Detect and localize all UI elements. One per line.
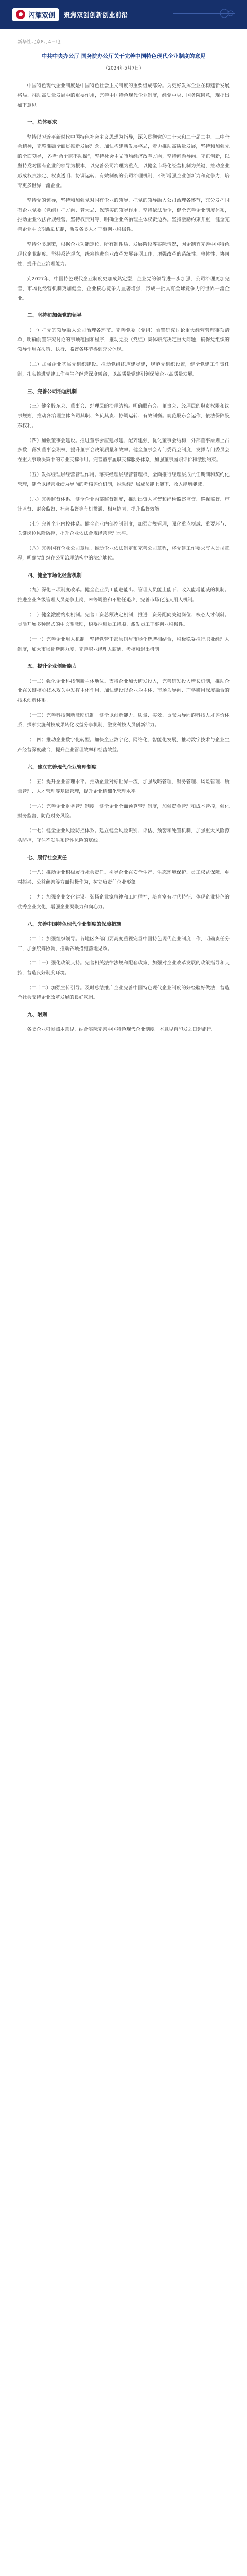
paragraph: （八）完善国有企业公司章程。推动企业依法制定和完善公司章程，将党建工作要求写入公司章程，明确党组织在公司治理结构中的法定地位。 xyxy=(17,546,230,562)
paragraph: （三）健全股东会、董事会、经理层的治理结构。明确股东会、董事会、经理层的职责权限和议事规则，推动各治理主体各司其职、各负其责、协调运转、有效制衡。规范股东会运作，依法保障股东权利。 xyxy=(17,403,230,429)
paragraph: （十四）推动企业数字化转型。加快企业数字化、网络化、智能化发展，推动数字技术与企业生产经营深度融合，提升企业管理效率和经营效益。 xyxy=(17,737,230,753)
paragraph: （二十）加强组织领导。各地区各部门要高度重视完善中国特色现代企业制度工作，明确责任分工，加强统筹协调，推动各项措施落地见效。 xyxy=(17,936,230,952)
paragraph: （十七）健全企业风险防控体系。建立健全风险识别、评估、预警和处置机制，加强重大风险源头防控，守住不发生系统性风险的底线。 xyxy=(17,828,230,844)
paragraph: （二）加强企业基层党组织建设。推动党组织应建尽建，规范党组织设置，健全党建工作责任制，扎实推进党建工作与生产经营深度融合，以高质量党建引领保障企业高质量发展。 xyxy=(17,362,230,377)
paragraph: （二十一）强化政策支持。完善相关法律法规和配套政策，加强对企业改革发展的政策指导和支持，营造良好制度环境。 xyxy=(17,960,230,976)
document-body xyxy=(17,81,230,1035)
brand-logo[interactable] xyxy=(12,8,59,21)
paragraph: （十）健全激励约束机制。完善工资总额决定机制，推进工资分配向关键岗位、核心人才倾斜。灵活开展多种形式的中长期激励，稳妥推进员工持股，激发员工干事创业积极性。 xyxy=(17,612,230,628)
paragraph: （二十二）加强宣传引导。及时总结推广企业完善中国特色现代企业制度的好经验好做法，营造全社会支持企业改革发展的良好氛围。 xyxy=(17,985,230,1001)
section-heading: 九、附则 xyxy=(27,1012,47,1018)
document-date: （2024年5月7日） xyxy=(103,65,144,71)
paragraph: 中国特色现代企业制度是中国特色社会主义制度的重要组成部分。为更好发挥企业在构建新发展格局、推动高质量发展中的重要作用，完善中国特色现代企业制度，经党中央、国务院同意，现提出如下意见。 xyxy=(17,82,230,108)
paragraph: （十九）加强企业文化建设。弘扬企业家精神和工匠精神，培育富有时代特征、体现企业特色的优秀企业文化，增强企业凝聚力和向心力。 xyxy=(17,894,230,910)
paragraph: 坚持分类施策，根据企业功能定位、所有制性质、发展阶段等实际情况，因企制宜完善中国特色现代企业制度。坚持系统观念，统筹推进企业改革发展各项工作，增强改革的系统性、整体性、协同性，提升企业治理能力。 xyxy=(17,242,230,267)
paragraph: （一）把党的领导融入公司治理各环节。完善党委（党组）前置研究讨论重大经营管理事项清单，明确前置研究讨论的事项范围和程序，推动党委（党组）集体研究决定重大问题，确保党组织的领导作用在决策、执行、监督各环节得到充分体现。 xyxy=(17,327,230,353)
section-heading: 五、提升企业创新能力 xyxy=(27,664,77,670)
paragraph: （九）深化三项制度改革。健全企业员工能进能出、管理人员能上能下、收入能增能减的机制。推进企业各级管理人员竞争上岗、末等调整和不胜任退出，完善市场化选人用人机制。 xyxy=(17,587,230,603)
header-banner xyxy=(0,0,247,29)
section-heading: 二、坚持和加强党的领导 xyxy=(27,313,82,319)
paragraph: （十一）完善企业用人机制。坚持党管干部原则与市场化选聘相结合，积极稳妥推行职业经理人制度，加大市场化选聘力度，完善职业经理人薪酬、考核和退出机制。 xyxy=(17,636,230,652)
paragraph: （十六）完善企业财务管理制度。健全企业全面预算管理制度，加强资金管理和成本管控，强化财务监督，防范财务风险。 xyxy=(17,803,230,819)
paragraph: 各类企业可参照本意见，结合实际完善中国特色现代企业制度。本意见自印发之日起施行。 xyxy=(27,1027,216,1033)
brand-name: 闪耀双创 xyxy=(28,11,56,20)
section-heading: 八、完善中国特色现代企业制度的保障措施 xyxy=(27,921,121,927)
paragraph: （十五）提升企业管理水平。推动企业对标世界一流，加强战略管理、财务管理、风险管理、质量管理、人才管理等基础管理，提升企业精细化管理水平。 xyxy=(17,778,230,794)
section-heading: 七、履行社会责任 xyxy=(27,855,67,861)
banner-decoration-icon xyxy=(173,7,235,22)
section-heading: 三、完善公司治理机制 xyxy=(27,388,77,395)
article-content xyxy=(0,38,247,1035)
paragraph: （五）发挥经理层经营管理作用。落实经理层经营管理权，全面推行经理层成员任期制和契约化管理，健全以经营业绩为导向的考核评价机制，推动经理层成员能上能下、收入能增能减。 xyxy=(17,472,230,488)
paragraph: （七）完善企业内控体系。健全企业内部控制制度，加强合规管理，强化重点领域、重要环节、关键岗位风险防控，提升企业依法合规经营管理水平。 xyxy=(17,521,230,537)
banner-subtitle: 聚焦双创创新创业前沿 xyxy=(64,11,129,19)
paragraph: （十三）完善科技创新激励机制。健全以创新能力、质量、实效、贡献为导向的科技人才评价体系，探索实施科技成果转化收益分享机制，激发科技人员创新活力。 xyxy=(17,713,230,728)
source-note: 新华社北京8月4日电 xyxy=(17,40,61,45)
paragraph: （十二）强化企业科技创新主体地位。支持企业加大研发投入，完善研发投入增长机制，推动企业在关键核心技术攻关中发挥主体作用，加快建设以企业为主体、市场为导向、产学研用深度融合的技术创新体系。 xyxy=(17,678,230,704)
paragraph: （六）完善监督体系。健全企业内部监督制度，推动出资人监督和纪检监察监督、巡视监督、审计监督、财会监督、社会监督等有机贯通、相互协同，提升监督效能。 xyxy=(17,496,230,512)
section-heading: 一、总体要求 xyxy=(27,120,57,126)
section-heading: 四、健全市场化经营机制 xyxy=(27,573,82,579)
paragraph: （四）加强董事会建设。推进董事会应建尽建、配齐建强，优化董事会结构，外部董事原则上占多数，落实董事会职权，提升董事会决策质量和效率。健全董事会专门委员会制度，发挥专门委员会在重大事项决策中的专业支撑作用。完善董事履职支撑服务体系，加强董事履职评价和激励约束。 xyxy=(17,437,230,463)
paragraph: 坚持党的领导，坚持和加强党对国有企业的领导，把党的领导融入公司治理各环节，充分发挥国有企业党委（党组）把方向、管大局、保落实的领导作用。坚持依法治企，健全完善企业制度体系，推动企业依法合规经营。坚持权责对等，明确企业各治理主体权责边界。坚持激励约束并重，健全完善企业中长期激励机制，激发各类人才干事创业积极性。 xyxy=(17,197,230,233)
document-title: 中共中央办公厅 国务院办公厅关于完善中国特色现代企业制度的意见 xyxy=(41,53,206,59)
paragraph: 到2027年，中国特色现代企业制度更加成熟定型，企业党的领导进一步加强，公司治理更加完善，市场化经营机制更加健全，企业核心竞争力显著增强，形成一批具有全球竞争力的世界一流企业。 xyxy=(17,276,230,301)
paragraph: （十八）推动企业积极履行社会责任。引导企业在安全生产、生态环境保护、员工权益保障、乡村振兴、公益慈善等方面积极作为，树立负责任企业形象。 xyxy=(17,870,230,885)
brand-mark-icon xyxy=(16,10,25,19)
paragraph: 坚持以习近平新时代中国特色社会主义思想为指导，深入贯彻党的二十大和二十届二中、三中全会精神，完整准确全面贯彻新发展理念，加快构建新发展格局，着力推动高质量发展，坚持和加强党的全面领导，坚持“两个毫不动摇”，坚持社会主义市场经济改革方向，坚持问题导向、守正创新，以坚持党对国有企业的领导为根本，以完善公司治理为重点，以健全市场化经营机制为关键，推动企业形成权责法定、权责透明、协调运转、有效制衡的公司治理机制，不断增强企业创新力和竞争力，培育更多世界一流企业。 xyxy=(17,134,230,189)
section-heading: 六、建立完善现代企业管理制度 xyxy=(27,764,97,770)
